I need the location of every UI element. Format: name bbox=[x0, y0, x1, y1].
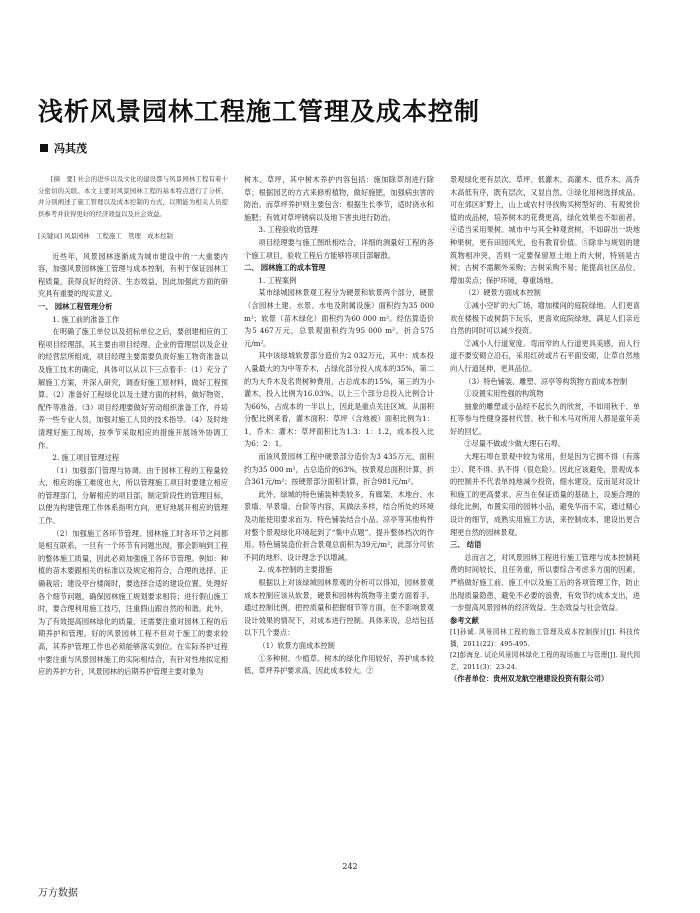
paragraph: 树木、草坪，其中树木养护内容包括：施加除草剂进行除草；根据园艺的方式来修剪植物，做好施肥，加强病虫害的防治。而草坪养护则主要包含：根据生长季节，适时浇水和施肥；有效对草坪锈病以及地下害虫进行防治。 bbox=[244, 175, 434, 222]
subsection-heading: （1）软景方面成本控制 bbox=[258, 640, 335, 650]
article-title: 浅析风景园林工程施工管理及成本控制 bbox=[38, 97, 481, 126]
paragraph: 根据以上对该绿城园林景观的分析可以得知，园林景观成本控制应该从软景，硬景和园林构筑物等主要方面着手，通过控制比例，把控质量和把握细节等方面，在不影响景观设计效果的情况下，对成本进行控制。具体来说，总结包括以下几个要点： bbox=[244, 578, 434, 638]
subsection-heading: 3. 工程验收的管理 bbox=[258, 225, 318, 235]
paragraph: ②尽量不做或少做大理石石埠。 bbox=[464, 439, 566, 449]
paragraph: 而该风景园林工程中硬景部分造价为3 435万元，面积约为35 000 m²，占总造价的63%，按景观总面积计算，折合361元/m²；按硬景部分面积计算，折合981元/m²。 bbox=[244, 452, 434, 487]
author-line bbox=[40, 140, 87, 156]
paragraph: 景观绿化更有层次。草坪、低灌木、高灌木、低乔木、高乔木高低有序，既有层次，又显自然。③绿化用树选择成品。可在郊区旷野上，山上或农村寻找购买树型好的、有观赏价值的成品树，培养树木的花费更高，绿化效果也不如前者。④适当采用果树。城市中与其全种观赏树，不如辟出一块地种果树，更有田园风光，也有教育价值。⑤除非与规划的建筑物相冲突，否则一定要保留原土地上的大树，特别是古树；古树不需额外采购；古树采购不易；能提高社区品位、增加卖点；保护环境，尊重场地。 bbox=[450, 175, 640, 285]
author-affiliation: （作者单位：贵州双龙航空港建设投资有限公司） bbox=[450, 674, 609, 684]
paragraph: 其中该绿城软景部分造价为2 032万元，其中：成本投入量最大的为中等乔木，占绿化部分投入成本的35%，第二的为大乔木及名贵树种费用，占总成本的15%，第三的为小灌木，投入比例为16.03%。以上三个部分总投入比例合计为66%，占成本的一半以上，因此是重点关注区域。从面积分配比例来看，灌木面积：草坪（含地被）面积比例为1：1，乔木：灌木：草坪面积比为1.3：1：1.2，成本投入比为6：2：1。 bbox=[244, 351, 434, 449]
paragraph: （1）加强部门管理与协调。由于园林工程的工程量较大，相应的施工难度也大，所以管理施工项目时要建立相应的管理部门，分解相应的项目部，制定阶段性的管理目标，以便为构建管理工作体系指明方向，更好地展开相应的管理工作。 bbox=[38, 465, 228, 526]
paragraph: 总而言之，对风景园林工程进行施工管理与成本控制耗费的时间较长，且任务重，所以要综合考虑多方面的因素，严格做好施工前、施工中以及施工后的各项管理工作，防止出现质量隐患，避免不必要的浪费，有效节约成本支出，进一步提高风景园林的经济效益、生态效益与社会效益。 bbox=[450, 552, 640, 613]
paragraph: 此外，绿城的特色铺装种类较多，有廊架、木地台、水景墙、旱景墙、台阶等内容，其做法多样，结合所处的环境及功能使用要求而为。特色铺装结合小品、凉亭等其他构件对整个景观绿化环境起到了“集中点题”、提升整体档次的作用。特色铺装造价折合景观总面积为39元/m²，此部分可依不同的地形、设计理念予以增减。 bbox=[244, 489, 434, 562]
section-heading: 二、 园林施工的成本管理 bbox=[244, 263, 326, 273]
paragraph: （2）加强施工各环节管理。园林施工时各环节之间都是相互联系，一旦有一个环节有问题出现，都会影响到工程的整体施工质量，因此必须加强施工各环节管理。例如：种植的苗木要跟相关的标准以及规定相符合，合理的选择、正确栽培；建设亭台楼阁时，要选择合适的建设位置，处理好各个细节问题，确保园林施工规划要求相符；进行假山施工时，要合理利用施工技巧，注重假山跟自然的和谐。此外，为了有效提高园林绿化的质量，还需要注重对园林工程的后期养护和管理。好的风景园林工程不但对于施工的要求较高，其养护管理工作也必须能够落实到位。在实际养护过程中要注重与风景园林施工的实际相结合，有针对性地拟定相应的养护方针，风景园林的后期养护管理主要对象为 bbox=[38, 528, 228, 677]
paragraph: ②减小人行道宽度。弯而窄的人行道更具美感，而人行道不要安砌立沿石，采用红砖或片石平面安砌，让草自然地向人行道延伸，更具品位。 bbox=[450, 338, 640, 373]
footer-watermark: 万方数据 bbox=[38, 888, 78, 899]
references-heading: 参考文献 bbox=[450, 615, 479, 625]
abstract: [摘 要] 社会的进步以及文化的建设都与风景园林工程有着十分密切的关联。本文主要对风景园林工程的基本特点进行了分析，并分别阐述了施工管理以及成本控制的方式，以期能为相关人员提供参考并获得更好的经济效益以及社会效益。 bbox=[38, 175, 228, 218]
paragraph: ①设置实用性强的构筑物 bbox=[464, 389, 544, 399]
subsection-heading: （3）特色铺装、雕塑、凉亭等构筑物方面成本控制 bbox=[464, 376, 628, 386]
paragraph: 抽象的雕塑或小品经不起长久的欣赏，不如用秋千、单杠等参与性健身器材代替。秋千和木马对所用人都是童年美好的回忆。 bbox=[450, 401, 640, 436]
paragraph: 某市绿城园林景观工程分为硬景和软景两个部分，硬景（含园林土建、水景、水电及附属设施）面积约为35 000 m²；软景（苗木绿化）面积约为60 000 m²。经估算造价为5 467万元，总景观面积约为95 000 m²，折合575元/m²。 bbox=[244, 288, 434, 348]
subsection-heading: （2）硬景方面成本控制 bbox=[464, 288, 541, 298]
reference-item: [2]彭海龙. 试论风景园林绿化工程的现场施工与管理[J]. 现代园艺，2011(3)：23-24. bbox=[450, 651, 640, 671]
subsection-heading: 1. 施工前的准备工作 bbox=[52, 314, 120, 324]
paragraph: ①多种树、少植草。树木的绿化作用较好，养护成本较低，草坪养护要求高，因此成本较大。② bbox=[244, 653, 434, 676]
paragraph: ①减小空旷的大广场，增加楼间的庭院绿地。人们更喜欢在楼极下或树荫下玩乐，更喜欢庭院绿地，满足人们亲近自然的同时可以减少投资。 bbox=[450, 300, 640, 336]
section-heading: 三、 结语 bbox=[450, 540, 482, 550]
column-1 bbox=[38, 174, 228, 854]
page-number: 242 bbox=[342, 862, 358, 871]
reference-item: [1]孙诚. 风景园林工程的施工管理及成本控制探讨[J]. 科技传播，2011(22)：495-495. bbox=[450, 628, 640, 648]
paragraph: 大理石埠在景观中较为常用，但是因为它拥不得（有落尘）、爬不得、扒不得（很危险）。因此应该避免，景观成本的控制并不代表单纯地减少投资，细水建设，反而是对设计和施工的更高要求。应当在保证质量的基础上，设施合理的绿化比例，布置实用的园林小品，避免华而不实，通过精心设计的细节，成熟实用施工方法，来控制成本，建设出更合理更自然的园林景观。 bbox=[450, 452, 640, 537]
bullet-square-icon bbox=[40, 144, 48, 152]
paragraph: 在明确了施工单位以及招标单位之后，要创建相应的工程项目经理部，其主要由项目经理、企业的管理层以及企业的经营层所组成，项目经理主要需要负责好施工物资准备以及施工技术的确定，具体可以从以下三点着手：（1）充分了解施工方案，并深入研究，调查好施工原材料，做好工程预算。（2）准备好工程绿化以及土建方面的材料，做好物资、配件等准备。（3）项目经理要做好劳动组织准备工作，并培养一些专业人员，加强对施工人员的技术指导。（4）及时地清理好施工现场，按季节采取相应的措施开展场外协调工作。 bbox=[38, 327, 228, 450]
paragraph: 项目经理要与施工图纸相结合，详细的测量好工程的各个施工项目，验收工程后方能够将项目部解散。 bbox=[244, 237, 434, 260]
keywords: [关键词] 风景园林 工程施工 管理 成本控制 bbox=[38, 232, 173, 240]
subsection-heading: 1. 工程案例 bbox=[258, 275, 297, 285]
author-name: 冯其茂 bbox=[54, 142, 87, 155]
subsection-heading: 2. 成本控制的主要措施 bbox=[258, 565, 333, 575]
column-2 bbox=[244, 174, 434, 854]
column-3 bbox=[450, 174, 640, 854]
intro-paragraph: 近些年，风景园林逐渐成为城市建设中的一大重要内容，加强风景园林施工管理与成本控制，有利于保证园林工程质量，获得良好的经济、生态效益，因此加强此方面的研究具有重要的现实意义。 bbox=[38, 251, 228, 299]
section-heading: 一、 园林工程管理分析 bbox=[38, 301, 113, 311]
subsection-heading: 2. 施工项目管理过程 bbox=[52, 453, 120, 463]
